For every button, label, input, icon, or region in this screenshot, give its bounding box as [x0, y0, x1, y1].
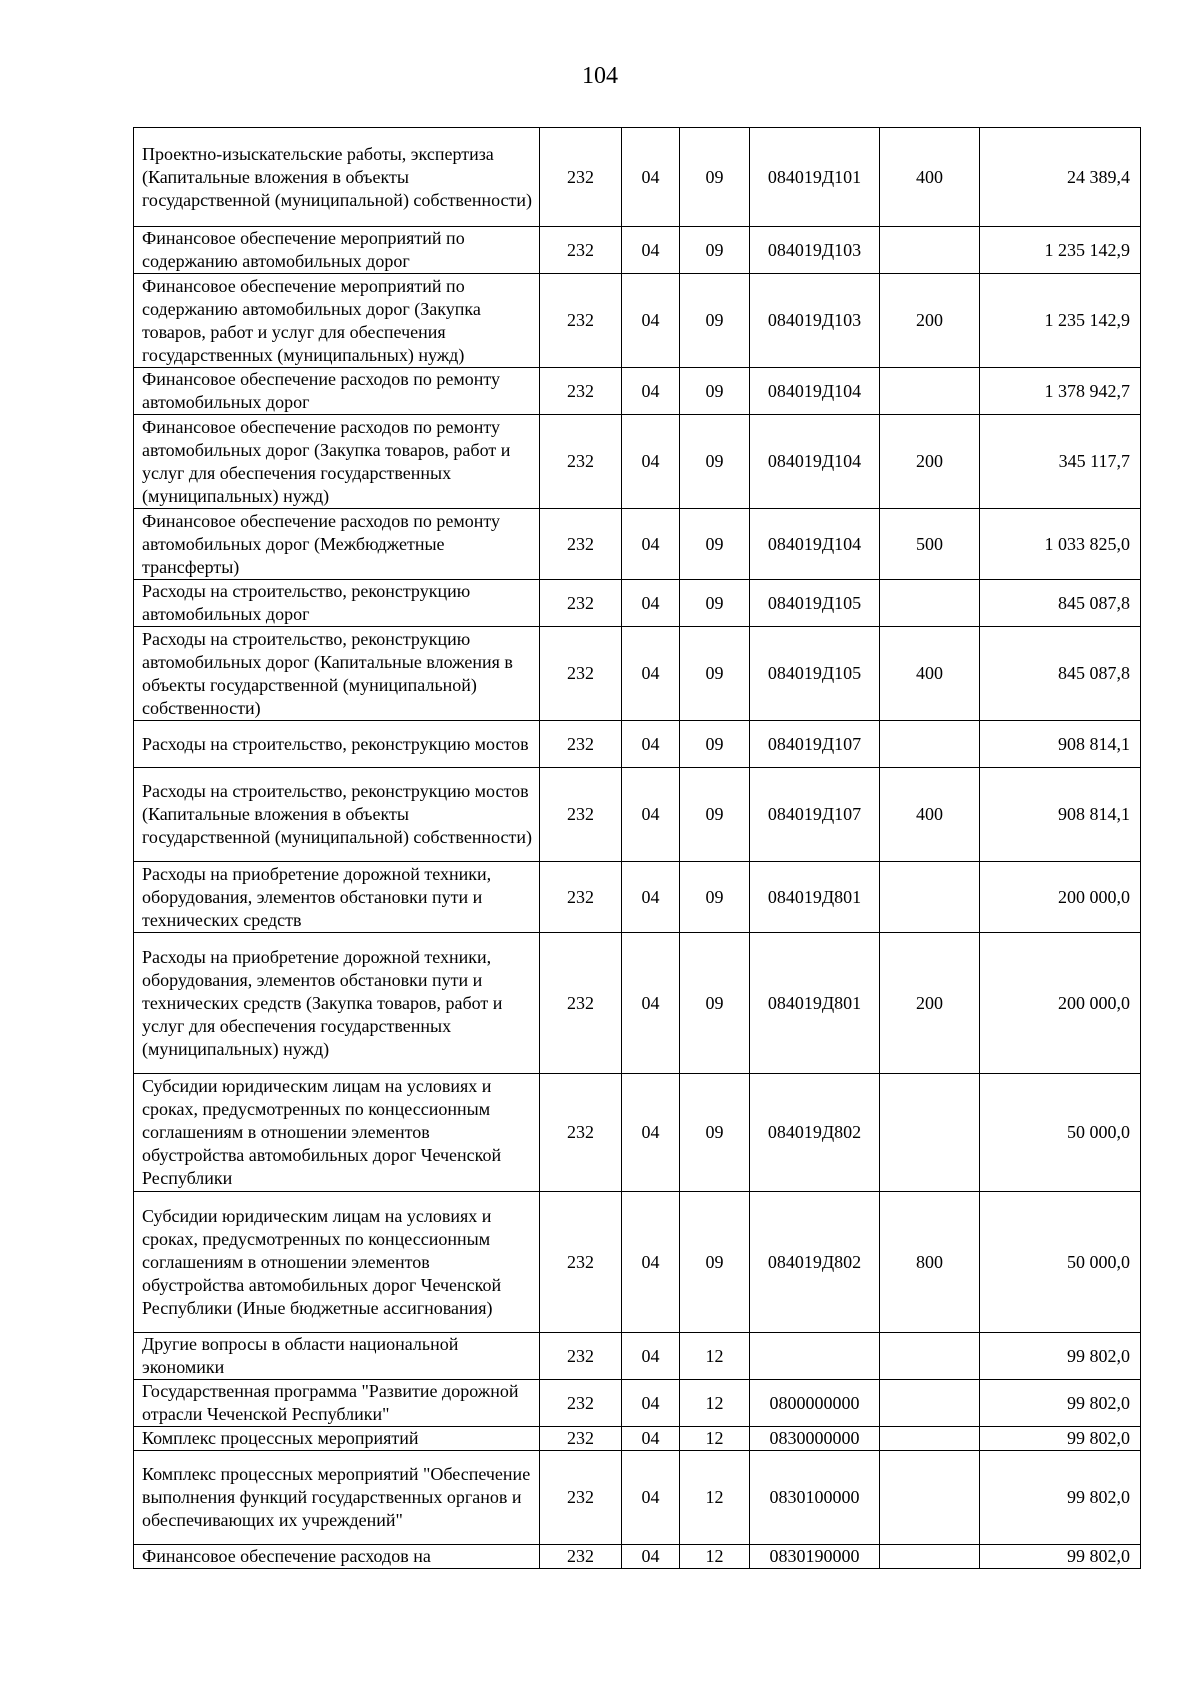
amount-cell: 908 814,1 [980, 721, 1141, 768]
expense-type-cell [880, 227, 980, 274]
expense-type-cell [880, 1451, 980, 1545]
ministry-code-cell: 232 [540, 509, 622, 580]
expense-type-cell: 200 [880, 415, 980, 509]
section-code-cell: 04 [622, 368, 680, 415]
ministry-code-cell: 232 [540, 227, 622, 274]
subsection-code-cell: 09 [680, 368, 750, 415]
table-row [134, 580, 1141, 627]
target-item-cell: 084019Д802 [750, 1192, 880, 1333]
ministry-code-cell: 232 [540, 128, 622, 227]
section-code-cell: 04 [622, 415, 680, 509]
table-row [134, 1545, 1141, 1569]
section-code-cell: 04 [622, 1333, 680, 1380]
subsection-code-cell: 09 [680, 128, 750, 227]
section-code-cell: 04 [622, 1427, 680, 1451]
table-row [134, 862, 1141, 933]
expense-type-cell: 200 [880, 933, 980, 1074]
target-item-cell: 084019Д801 [750, 933, 880, 1074]
row-name-cell: Финансовое обеспечение расходов на [134, 1545, 540, 1569]
section-code-cell: 04 [622, 1192, 680, 1333]
row-name-cell: Финансовое обеспечение расходов по ремонту автомобильных дорог (Закупка товаров, работ и услуг для обеспечения государственных (муниципальных) нужд) [134, 415, 540, 509]
ministry-code-cell: 232 [540, 415, 622, 509]
row-name-cell: Расходы на приобретение дорожной техники, оборудования, элементов обстановки пути и технических средств (Закупка товаров, работ и услуг для обеспечения государственных (муниципальных) нужд) [134, 933, 540, 1074]
section-code-cell: 04 [622, 768, 680, 862]
table-row [134, 933, 1141, 1074]
table-row [134, 128, 1141, 227]
ministry-code-cell: 232 [540, 721, 622, 768]
target-item-cell: 0830100000 [750, 1451, 880, 1545]
subsection-code-cell: 09 [680, 1192, 750, 1333]
subsection-code-cell: 09 [680, 227, 750, 274]
target-item-cell: 084019Д104 [750, 415, 880, 509]
subsection-code-cell: 09 [680, 509, 750, 580]
target-item-cell: 084019Д101 [750, 128, 880, 227]
target-item-cell: 0830190000 [750, 1545, 880, 1569]
section-code-cell: 04 [622, 627, 680, 721]
amount-cell: 1 033 825,0 [980, 509, 1141, 580]
subsection-code-cell: 09 [680, 768, 750, 862]
ministry-code-cell: 232 [540, 1074, 622, 1192]
expense-type-cell [880, 1380, 980, 1427]
amount-cell: 99 802,0 [980, 1333, 1141, 1380]
row-name-cell: Финансовое обеспечение мероприятий по содержанию автомобильных дорог [134, 227, 540, 274]
amount-cell: 99 802,0 [980, 1427, 1141, 1451]
row-name-cell: Расходы на строительство, реконструкцию автомобильных дорог (Капитальные вложения в объекты государственной (муниципальной) собственности) [134, 627, 540, 721]
table-row [134, 768, 1141, 862]
table-row [134, 415, 1141, 509]
target-item-cell: 084019Д105 [750, 627, 880, 721]
section-code-cell: 04 [622, 1451, 680, 1545]
amount-cell: 1 378 942,7 [980, 368, 1141, 415]
target-item-cell: 084019Д107 [750, 721, 880, 768]
ministry-code-cell: 232 [540, 368, 622, 415]
amount-cell: 345 117,7 [980, 415, 1141, 509]
subsection-code-cell: 09 [680, 627, 750, 721]
section-code-cell: 04 [622, 1380, 680, 1427]
row-name-cell: Расходы на приобретение дорожной техники, оборудования, элементов обстановки пути и технических средств [134, 862, 540, 933]
ministry-code-cell: 232 [540, 1427, 622, 1451]
amount-cell: 845 087,8 [980, 580, 1141, 627]
target-item-cell: 084019Д104 [750, 509, 880, 580]
expense-type-cell [880, 862, 980, 933]
expense-type-cell [880, 1545, 980, 1569]
expense-type-cell [880, 721, 980, 768]
row-name-cell: Комплекс процессных мероприятий "Обеспечение выполнения функций государственных органов и обеспечивающих их учреждений" [134, 1451, 540, 1545]
expense-type-cell: 400 [880, 768, 980, 862]
subsection-code-cell: 12 [680, 1333, 750, 1380]
ministry-code-cell: 232 [540, 933, 622, 1074]
ministry-code-cell: 232 [540, 1380, 622, 1427]
table-row [134, 368, 1141, 415]
table-row [134, 227, 1141, 274]
table-row [134, 1380, 1141, 1427]
expense-type-cell [880, 1074, 980, 1192]
ministry-code-cell: 232 [540, 627, 622, 721]
table-row [134, 1427, 1141, 1451]
table-row [134, 1074, 1141, 1192]
table-row [134, 1192, 1141, 1333]
amount-cell: 99 802,0 [980, 1451, 1141, 1545]
section-code-cell: 04 [622, 1074, 680, 1192]
amount-cell: 1 235 142,9 [980, 227, 1141, 274]
row-name-cell: Субсидии юридическим лицам на условиях и сроках, предусмотренных по концессионным соглашениям в отношении элементов обустройства автомобильных дорог Чеченской Республики [134, 1074, 540, 1192]
subsection-code-cell: 09 [680, 862, 750, 933]
expense-type-cell [880, 368, 980, 415]
row-name-cell: Комплекс процессных мероприятий [134, 1427, 540, 1451]
amount-cell: 50 000,0 [980, 1074, 1141, 1192]
target-item-cell: 084019Д104 [750, 368, 880, 415]
expense-type-cell: 200 [880, 274, 980, 368]
subsection-code-cell: 09 [680, 933, 750, 1074]
target-item-cell: 084019Д801 [750, 862, 880, 933]
table-row [134, 721, 1141, 768]
section-code-cell: 04 [622, 274, 680, 368]
row-name-cell: Расходы на строительство, реконструкцию автомобильных дорог [134, 580, 540, 627]
expense-type-cell: 800 [880, 1192, 980, 1333]
expense-type-cell: 400 [880, 627, 980, 721]
target-item-cell: 0830000000 [750, 1427, 880, 1451]
section-code-cell: 04 [622, 933, 680, 1074]
ministry-code-cell: 232 [540, 1545, 622, 1569]
row-name-cell: Финансовое обеспечение мероприятий по содержанию автомобильных дорог (Закупка товаров, работ и услуг для обеспечения государственных (муниципальных) нужд) [134, 274, 540, 368]
ministry-code-cell: 232 [540, 1192, 622, 1333]
row-name-cell: Государственная программа "Развитие дорожной отрасли Чеченской Республики" [134, 1380, 540, 1427]
subsection-code-cell: 12 [680, 1380, 750, 1427]
subsection-code-cell: 09 [680, 1074, 750, 1192]
budget-table-body [134, 128, 1141, 1569]
budget-table [133, 127, 1141, 1569]
row-name-cell: Проектно-изыскательские работы, экспертиза (Капитальные вложения в объекты государственной (муниципальной) собственности) [134, 128, 540, 227]
amount-cell: 50 000,0 [980, 1192, 1141, 1333]
amount-cell: 908 814,1 [980, 768, 1141, 862]
amount-cell: 1 235 142,9 [980, 274, 1141, 368]
subsection-code-cell: 09 [680, 415, 750, 509]
section-code-cell: 04 [622, 862, 680, 933]
subsection-code-cell: 12 [680, 1427, 750, 1451]
page-number: 104 [582, 63, 618, 89]
subsection-code-cell: 09 [680, 274, 750, 368]
ministry-code-cell: 232 [540, 768, 622, 862]
row-name-cell: Финансовое обеспечение расходов по ремонту автомобильных дорог (Межбюджетные трансферты) [134, 509, 540, 580]
target-item-cell: 084019Д103 [750, 227, 880, 274]
expense-type-cell: 500 [880, 509, 980, 580]
table-row [134, 627, 1141, 721]
row-name-cell: Расходы на строительство, реконструкцию мостов (Капитальные вложения в объекты государственной (муниципальной) собственности) [134, 768, 540, 862]
target-item-cell [750, 1333, 880, 1380]
table-row [134, 509, 1141, 580]
ministry-code-cell: 232 [540, 1451, 622, 1545]
section-code-cell: 04 [622, 128, 680, 227]
amount-cell: 24 389,4 [980, 128, 1141, 227]
ministry-code-cell: 232 [540, 1333, 622, 1380]
amount-cell: 200 000,0 [980, 933, 1141, 1074]
target-item-cell: 084019Д107 [750, 768, 880, 862]
section-code-cell: 04 [622, 721, 680, 768]
expense-type-cell [880, 580, 980, 627]
table-row [134, 1451, 1141, 1545]
subsection-code-cell: 12 [680, 1451, 750, 1545]
section-code-cell: 04 [622, 509, 680, 580]
subsection-code-cell: 09 [680, 721, 750, 768]
section-code-cell: 04 [622, 580, 680, 627]
section-code-cell: 04 [622, 1545, 680, 1569]
row-name-cell: Другие вопросы в области национальной экономики [134, 1333, 540, 1380]
section-code-cell: 04 [622, 227, 680, 274]
target-item-cell: 084019Д105 [750, 580, 880, 627]
ministry-code-cell: 232 [540, 580, 622, 627]
target-item-cell: 0800000000 [750, 1380, 880, 1427]
amount-cell: 200 000,0 [980, 862, 1141, 933]
amount-cell: 845 087,8 [980, 627, 1141, 721]
row-name-cell: Субсидии юридическим лицам на условиях и сроках, предусмотренных по концессионным соглашениям в отношении элементов обустройства автомобильных дорог Чеченской Республики (Иные бюджетные ассигнования) [134, 1192, 540, 1333]
amount-cell: 99 802,0 [980, 1545, 1141, 1569]
target-item-cell: 084019Д103 [750, 274, 880, 368]
table-row [134, 274, 1141, 368]
table-row [134, 1333, 1141, 1380]
expense-type-cell [880, 1427, 980, 1451]
subsection-code-cell: 12 [680, 1545, 750, 1569]
ministry-code-cell: 232 [540, 862, 622, 933]
row-name-cell: Финансовое обеспечение расходов по ремонту автомобильных дорог [134, 368, 540, 415]
expense-type-cell: 400 [880, 128, 980, 227]
target-item-cell: 084019Д802 [750, 1074, 880, 1192]
amount-cell: 99 802,0 [980, 1380, 1141, 1427]
expense-type-cell [880, 1333, 980, 1380]
ministry-code-cell: 232 [540, 274, 622, 368]
row-name-cell: Расходы на строительство, реконструкцию мостов [134, 721, 540, 768]
subsection-code-cell: 09 [680, 580, 750, 627]
